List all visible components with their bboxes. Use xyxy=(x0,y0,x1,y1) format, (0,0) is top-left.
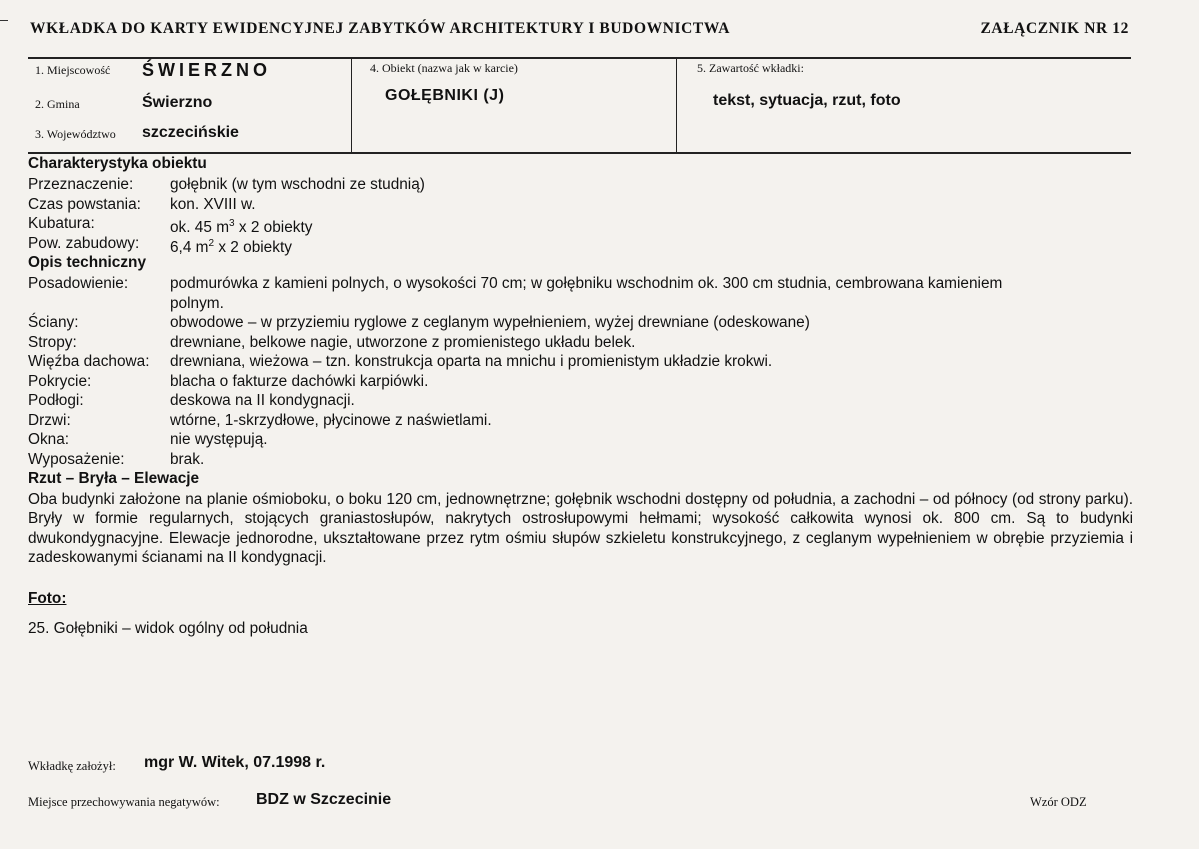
tech-row xyxy=(28,313,810,333)
tech-row xyxy=(28,450,205,470)
purpose-label: Przeznaczenie: xyxy=(28,176,134,193)
area-label: Pow. zabudowy: xyxy=(28,234,140,252)
tech-value: nie występują. xyxy=(170,431,268,448)
plan-paragraph: Oba budynki założone na planie ośmioboku, o boku 120 cm, jednownętrzne; gołębnik wschodni dostępny od południa, a zachodni – od północy (od strony parku). Bryły w formie regularnych, stojących graniastosłupów, nakrytych ostrosłupowymi hełmami; wysokość całkowita wynosi ok. 800 cm. Są to budynki dwukondygnacyjne. Elewacje jednorodne, ukształtowane przez rytm ośmiu słupów szkieletu konstrukcyjnego, z ceglanym wypełnieniem w obrębie przyziemia i zadeskowanymi ścianami na II kondygnacji. xyxy=(28,490,1133,566)
tech-label: Ściany: xyxy=(28,314,79,331)
tech-row xyxy=(28,333,636,353)
photo-heading: Foto: xyxy=(28,590,67,607)
object-value: GOŁĘBNIKI (J) xyxy=(385,87,505,104)
built-label: Czas powstania: xyxy=(28,195,141,213)
tech-value: brak. xyxy=(170,450,205,468)
purpose-row xyxy=(28,175,425,195)
purpose-value: gołębnik (w tym wschodni ze studnią) xyxy=(170,176,425,193)
tech-label: Drzwi: xyxy=(28,411,71,429)
locality-field xyxy=(35,61,110,79)
photo-item: 25. Gołębniki – widok ogólny od południa xyxy=(28,620,308,637)
tech-label: Więźba dachowa: xyxy=(28,353,150,370)
tech-value: drewniane, belkowe nagie, utworzone z promienistego układu belek. xyxy=(170,333,636,351)
commune-label: 2. Gmina xyxy=(35,97,80,111)
tech-label: Stropy: xyxy=(28,333,77,351)
volume-exponent: 3 xyxy=(229,218,235,229)
volume-number: ok. 45 m xyxy=(170,219,230,237)
tech-row xyxy=(28,352,773,372)
tech-value: wtórne, 1-skrzydłowe, płycinowe z naświetlami. xyxy=(170,411,492,429)
tech-value: podmurówka z kamieni polnych, o wysokości 70 cm; w gołębniku wschodnim ok. 300 cm studnia, cembrowana kamieniem xyxy=(170,275,1003,292)
tech-row xyxy=(28,274,1003,294)
built-row xyxy=(28,195,256,215)
tech-label: Pokrycie: xyxy=(28,372,92,390)
commune-value: Świerzno xyxy=(142,94,213,111)
contents-label: 5. Zawartość wkładki: xyxy=(697,61,804,75)
tech-value: blacha o fakturze dachówki karpiówki. xyxy=(170,372,429,390)
top-rule xyxy=(28,57,1131,59)
built-value: kon. XVIII w. xyxy=(170,195,256,213)
template-label: Wzór ODZ xyxy=(1030,795,1087,809)
voivodeship-label: 3. Województwo xyxy=(35,127,116,141)
tech-label: Wyposażenie: xyxy=(28,450,125,468)
locality-value: ŚWIERZNO xyxy=(142,60,271,80)
divider-1 xyxy=(351,57,352,154)
author-value: mgr W. Witek, 07.1998 r. xyxy=(144,754,326,771)
contents-value: tekst, sytuacja, rzut, foto xyxy=(713,92,901,109)
tech-row xyxy=(28,372,429,392)
voivodeship-value: szczecińskie xyxy=(142,124,239,141)
divider-2 xyxy=(676,57,677,154)
area-row xyxy=(28,234,292,256)
storage-value: BDZ w Szczecinie xyxy=(256,791,392,808)
object-label: 4. Obiekt (nazwa jak w karcie) xyxy=(370,61,518,75)
technical-heading: Opis techniczny xyxy=(28,254,147,271)
tech-label: Podłogi: xyxy=(28,392,84,409)
area-multiplier: x 2 obiekty xyxy=(214,238,292,256)
volume-label: Kubatura: xyxy=(28,215,95,232)
tech-value-cont: polnym. xyxy=(170,294,224,312)
annex-number: ZAŁĄCZNIK NR 12 xyxy=(980,20,1129,37)
storage-label: Miejsce przechowywania negatywów: xyxy=(28,795,220,809)
characteristics-heading: Charakterystyka obiektu xyxy=(28,155,207,172)
tech-row xyxy=(28,430,268,450)
tech-value: deskowa na II kondygnacji. xyxy=(170,392,355,409)
volume-multiplier: x 2 obiekty xyxy=(234,219,313,237)
tech-label: Posadowienie: xyxy=(28,275,129,292)
tech-value: obwodowe – w przyziemiu ryglowe z ceglanym wypełnieniem, wyżej drewniane (odeskowane) xyxy=(170,314,810,331)
area-exponent: 2 xyxy=(208,237,215,249)
locality-label: 1. Miejscowość xyxy=(35,63,111,77)
area-value xyxy=(170,234,292,258)
scan-edge-mark xyxy=(0,20,8,21)
plan-heading: Rzut – Bryła – Elewacje xyxy=(28,470,200,487)
tech-label: Okna: xyxy=(28,431,70,448)
document-title: WKŁADKA DO KARTY EWIDENCYJNEJ ZABYTKÓW ARCHITEKTURY I BUDOWNICTWA xyxy=(30,20,731,37)
tech-value: drewniana, wieżowa – tzn. konstrukcja oparta na mnichu i promienistym układzie krokwi. xyxy=(170,353,773,370)
bottom-rule xyxy=(28,152,1131,154)
tech-row xyxy=(28,411,492,431)
author-label: Wkładkę założył: xyxy=(28,759,116,773)
tech-row xyxy=(28,391,355,411)
area-number: 6,4 m xyxy=(170,238,209,256)
volume-row xyxy=(28,214,313,237)
